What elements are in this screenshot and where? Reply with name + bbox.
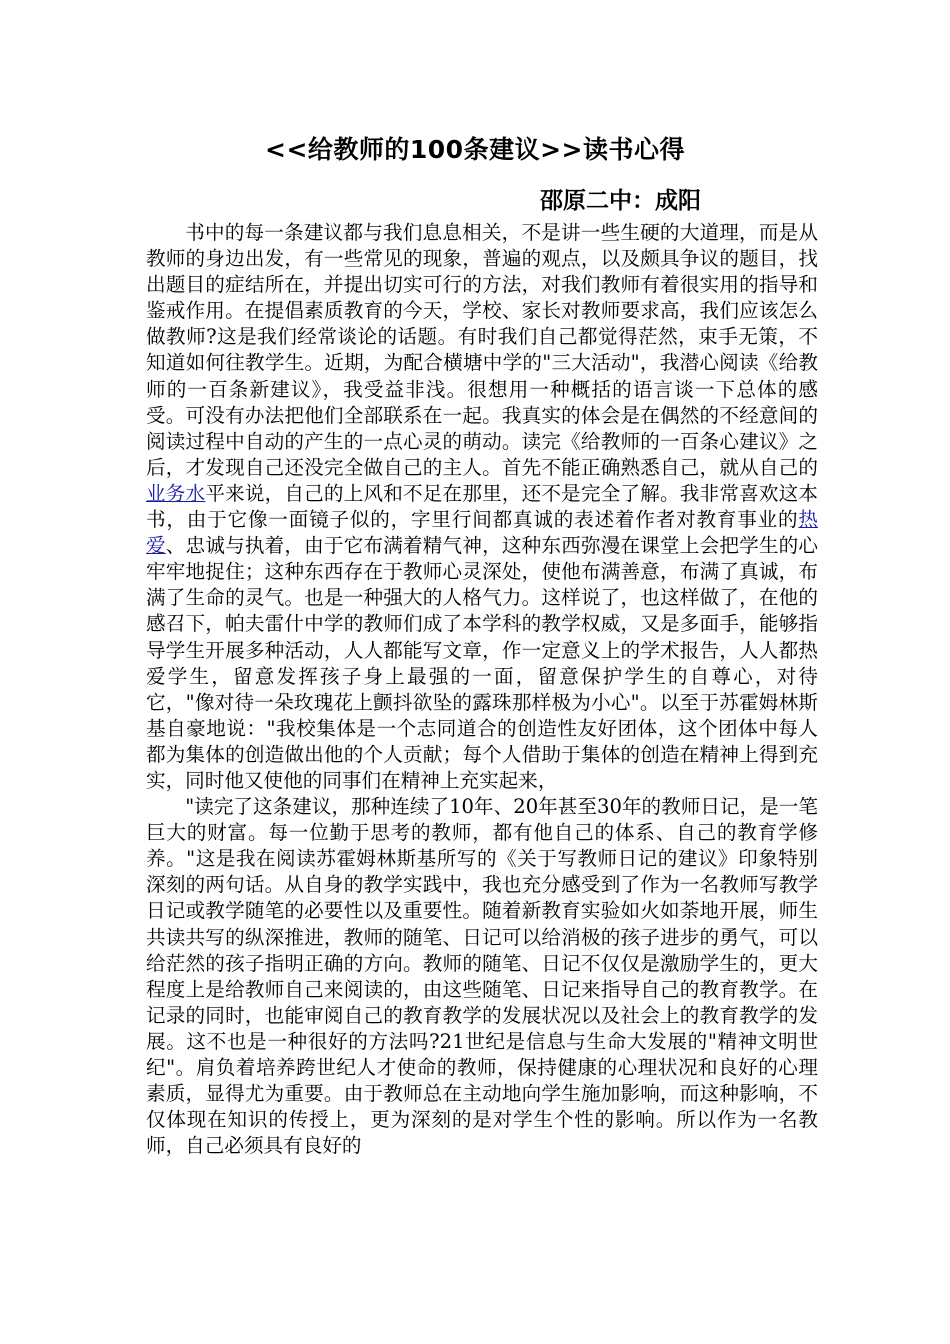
paragraph-2: "读完了这条建议，那种连续了10年、20年甚至30年的教师日记，是一笔巨大的财富。每一位勤于思考的教师，都有他自己的体系、自己的教育学修养。"这是我在阅读苏霍姆林斯基所写的《关于写教师日记的建议》印象特别深刻的两句话。从自身的教学实践中，我也充分感受到了作为一名教师写教学日记或教学随笔的必要性以及重要性。随着新教育实验如火如荼地开展，师生共读共写的纵深推进，教师的随笔、日记可以给消极的孩子进步的勇气，可以给茫然的孩子指明正确的方向。教师的随笔、日记不仅仅是激励学生的，更大程度上是给教师自己来阅读的，由这些随笔、日记来指导自己的教育教学。在记录的同时，也能审阅自己的教育教学的发展状况以及社会上的教育教学的发展。这不也是一种很好的方法吗?21世纪是信息与生命大发展的"精神文明世纪"。肩负着培养跨世纪人才使命的教师，保持健康的心理状况和良好的心理素质，显得尤为重要。由于教师总在主动地向学生施加影响，而这种影响，不仅体现在知识的传授上，更为深刻的是对学生个性的影响。所以作为一名教师，自己必须具有良好的: [146, 795, 818, 1158]
document-body: [146, 220, 818, 1159]
document-title: <<给教师的100条建议>>读书心得: [265, 135, 685, 164]
paragraph-1-text-c: 、忠诚与执着，由于它布满着精气神，这种东西弥漫在课堂上会把学生的心牢牢地捉住；这种东西存在于教师心灵深处，使他布满善意，布满了真诚，布满了生命的灵气。也是一种强大的人格气力。这样说了，也这样做了，在他的感召下，帕夫雷什中学的教师们成了本学科的教学权威，又是多面手，能够指导学生开展多种活动，人人都能写文章，作一定意义上的学术报告，人人都热爱学生，留意发挥孩子身上最强的一面，留意保护学生的自尊心，对待它，"像对待一朵玫瑰花上颤抖欲坠的露珠那样极为小心"。以至于苏霍姆林斯基自豪地说："我校集体是一个志同道合的创造性友好团体，这个团体中每人都为集体的创造做出他的个人贡献；每个人借助于集体的创造在精神上得到充实，同时他又使他的同事们在精神上充实起来，: [146, 534, 819, 792]
paragraph-1-text-b: 平来说，自己的上风和不足在那里，还不是完全了解。我非常喜欢这本书，由于它像一面镜子似的，字里行间都真诚的表述着作者对教育事业的: [146, 481, 819, 532]
link-business-level[interactable]: 业务水: [146, 481, 206, 505]
document-author: 邵原二中：成阳: [540, 188, 701, 214]
link-passion[interactable]: 热爱: [146, 508, 818, 558]
paragraph-1: [146, 220, 818, 794]
paragraph-1-text-a: 书中的每一条建议都与我们息息相关，不是讲一些生硬的大道理，而是从教师的身边出发，有一些常见的现象，普遍的观点，以及颇具争议的题目，找出题目的症结所在，并提出切实可行的方法，对我们教师有着很实用的指导和鉴戒作用。在提倡素质教育的今天，学校、家长对教师要求高，我们应该怎么做教师?这是我们经常谈论的话题。有时我们自己都觉得茫然，束手无策，不知道如何往教学生。近期，为配合横塘中学的"三大活动"，我潜心阅读《给教师的一百条新建议》，我受益非浅。很想用一种概括的语言谈一下总体的感受。可没有办法把他们全部联系在一起。我真实的体会是在偶然的不经意间的阅读过程中自动的产生的一点心灵的萌动。读完《给教师的一百条心建议》之后，才发现自己还没完全做自己的主人。首先不能正确熟悉自己，就从自己的: [146, 221, 818, 479]
